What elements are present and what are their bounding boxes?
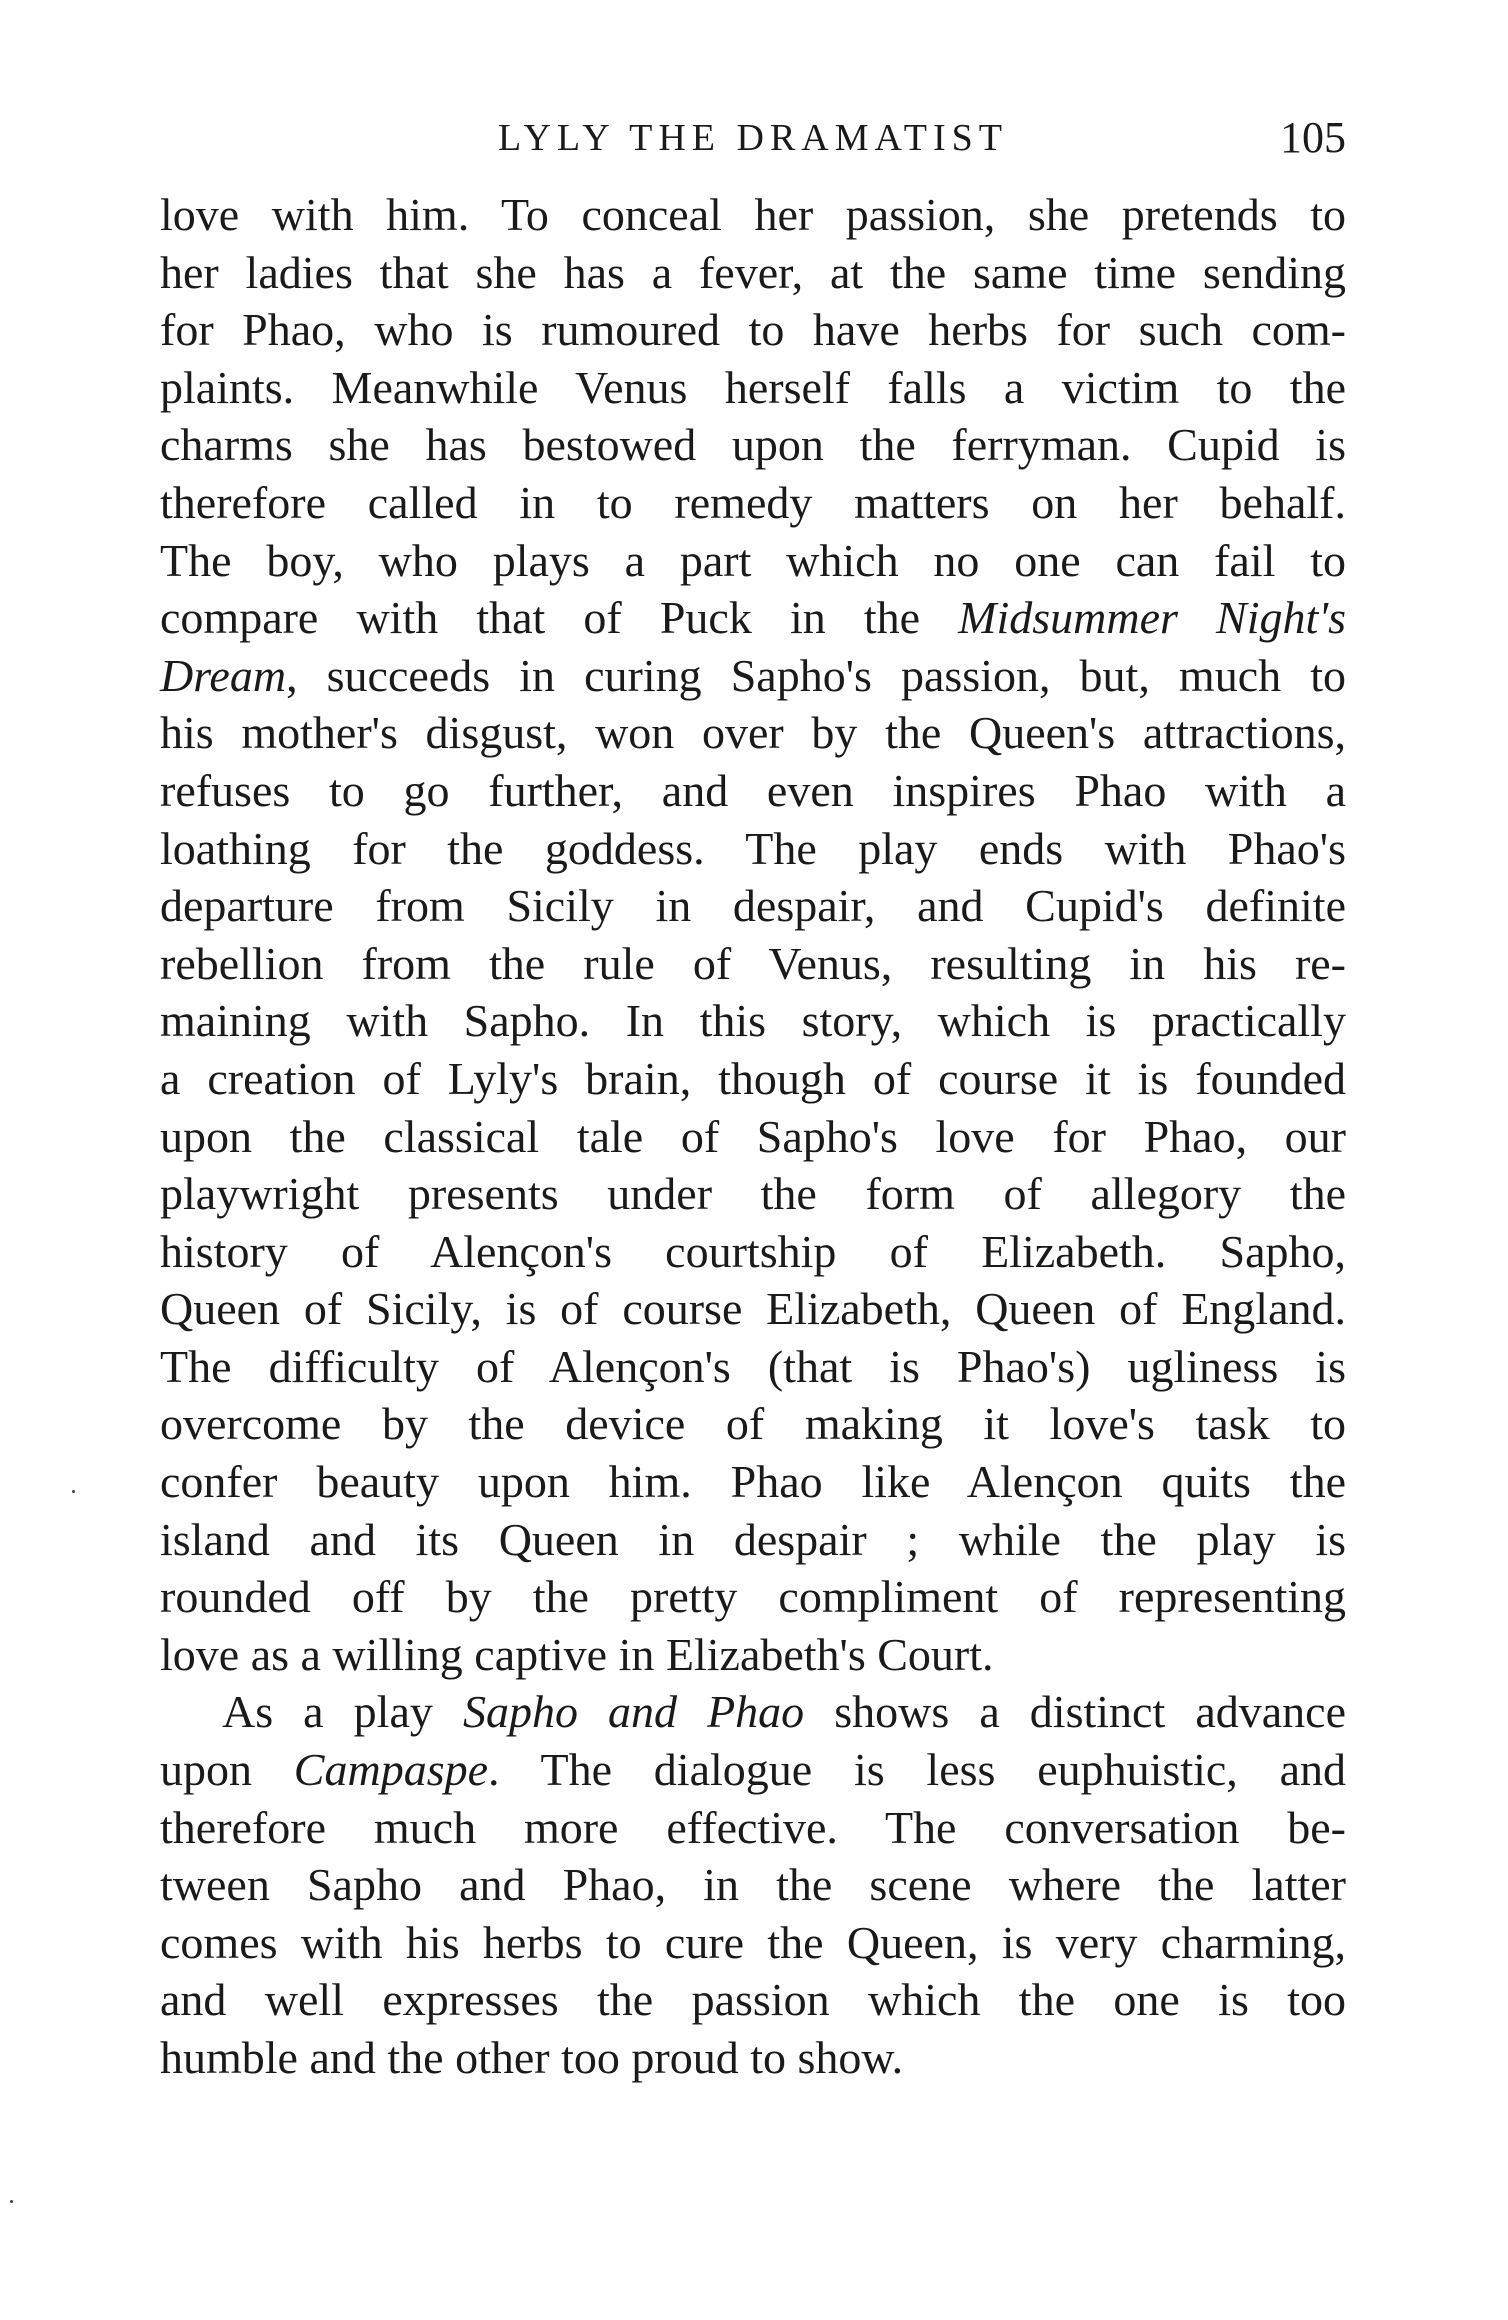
- text-line: maining with Sapho. In this story, which is practically: [160, 995, 1346, 1047]
- text-line: [160, 1741, 1346, 1799]
- text-line: her ladies that she has a fever, at the same time sending: [160, 246, 1346, 298]
- text-line: history of Alençon's courtship of Elizabeth. Sapho,: [160, 1225, 1346, 1277]
- text-line: and well expresses the passion which the one is too: [160, 1974, 1346, 2026]
- italic-title: Dream: [160, 649, 287, 701]
- text-line: The difficulty of Alençon's (that is Phao's) ugliness is: [160, 1340, 1346, 1392]
- running-header: [160, 108, 1346, 168]
- running-title: LYLY THE DRAMATIST: [498, 117, 1008, 159]
- text-line: [160, 647, 1346, 705]
- text-line: his mother's disgust, won over by the Queen's attractions,: [160, 707, 1346, 759]
- page-number: 105: [1280, 113, 1346, 162]
- text-line: [160, 1683, 1346, 1741]
- text-line: playwright presents under the form of allegory the: [160, 1168, 1346, 1220]
- text-line: love with him. To conceal her passion, she pretends to: [160, 189, 1346, 240]
- text-line: Queen of Sicily, is of course Elizabeth, Queen of England.: [160, 1283, 1346, 1335]
- text-line: plaints. Meanwhile Venus herself falls a victim to the: [160, 361, 1346, 413]
- body-text: [160, 186, 1346, 2087]
- text-line: confer beauty upon him. Phao like Alençon quits the: [160, 1456, 1346, 1508]
- text-line: a creation of Lyly's brain, though of course it is founded: [160, 1052, 1346, 1104]
- text-line: loathing for the goddess. The play ends with Phao's: [160, 822, 1346, 874]
- margin-speck: [10, 2200, 13, 2203]
- text-line: upon the classical tale of Sapho's love for Phao, our: [160, 1110, 1346, 1162]
- text-segment: . The dialogue is less euphuistic, and: [488, 1744, 1346, 1796]
- italic-title: Midsummer Night's: [958, 592, 1347, 644]
- text-line: rebellion from the rule of Venus, resulting in his re-: [160, 937, 1346, 989]
- italic-title: Sapho and Phao: [462, 1686, 805, 1738]
- text-line: charms she has bestowed upon the ferryman. Cupid is: [160, 419, 1346, 471]
- text-line: overcome by the device of making it love's task to: [160, 1398, 1346, 1450]
- text-line: therefore much more effective. The conversation be-: [160, 1801, 1346, 1853]
- italic-title: Campaspe: [293, 1744, 489, 1796]
- text-line: island and its Queen in despair ; while the play is: [160, 1513, 1346, 1565]
- text-line: The boy, who plays a part which no one can fail to: [160, 534, 1346, 586]
- text-line: therefore called in to remedy matters on her behalf.: [160, 476, 1346, 528]
- text-line: love as a willing captive in Elizabeth's Court.: [160, 1628, 994, 1680]
- margin-speck: [72, 1490, 75, 1493]
- text-line: comes with his herbs to cure the Queen, is very charming,: [160, 1916, 1346, 1968]
- text-segment: compare with that of Puck in the: [160, 592, 959, 644]
- text-segment: As a play: [222, 1686, 463, 1738]
- text-line: refuses to go further, and even inspires Phao with a: [160, 764, 1346, 816]
- text-line: [160, 589, 1346, 647]
- text-line: humble and the other too proud to show.: [160, 2032, 904, 2083]
- text-segment: , succeeds in curing Sapho's passion, but, much to: [286, 649, 1346, 701]
- text-segment: upon: [160, 1744, 294, 1796]
- text-line: departure from Sicily in despair, and Cupid's definite: [160, 880, 1346, 932]
- text-line: for Phao, who is rumoured to have herbs for such com-: [160, 304, 1346, 356]
- text-segment: shows a distinct advance: [804, 1686, 1346, 1738]
- text-line: tween Sapho and Phao, in the scene where the latter: [160, 1859, 1346, 1911]
- text-line: rounded off by the pretty compliment of representing: [160, 1571, 1346, 1623]
